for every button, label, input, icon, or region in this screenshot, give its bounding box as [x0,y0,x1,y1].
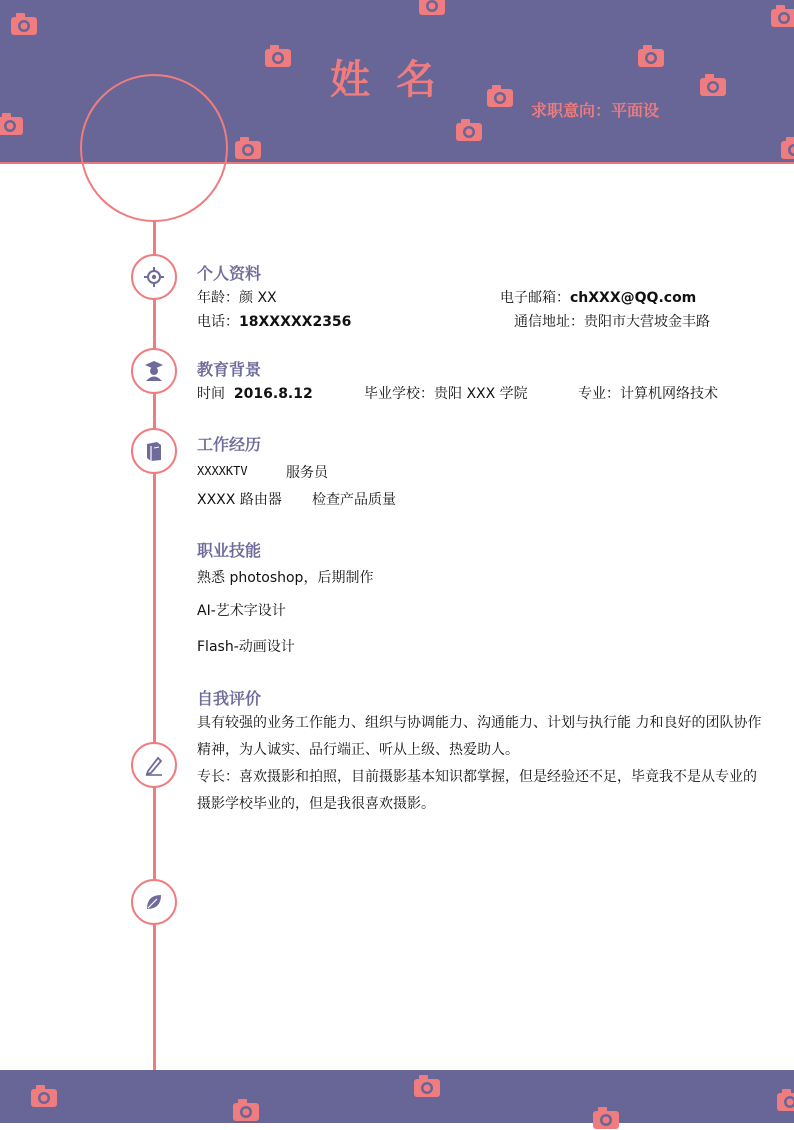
node-work [131,428,177,474]
section-title-education: 教育背景 [197,357,261,380]
camera-icon [699,73,727,97]
section-title-personal: 个人资料 [197,261,261,284]
section-title-skills: 职业技能 [197,538,261,561]
camera-icon [10,12,38,36]
edu-time-value: 2016.8.12 [234,386,313,402]
camera-icon [780,136,794,160]
camera-icon [637,44,665,68]
edu-time-row [197,383,313,403]
camera-icon [413,1074,441,1098]
node-personal [131,254,177,300]
age-text: 年龄：颜 XX [197,287,277,307]
work-company: XXXX 路由器 [197,489,282,509]
skill-item: Flash-动画设计 [197,636,295,656]
specialty-paragraph: 专长：喜欢摄影和拍照，目前摄影基本知识都掌握，但是经验还不足，毕竟我不是从专业的摄影学校毕业的，但是我很喜欢摄影。 [197,764,767,818]
camera-icon [455,118,483,142]
pen-icon [143,754,165,776]
self-eval-paragraph: 具有较强的业务工作能力、组织与协调能力、沟通能力、计划与执行能 力和良好的团队协作精神，为人诚实、品行端正、听从上级、热爱助人。 [197,710,767,764]
camera-icon [770,4,794,28]
section-title-self-eval: 自我评价 [197,686,261,709]
edu-major: 专业：计算机网络技术 [578,383,718,403]
phone-value: 18XXXXX2356 [239,314,351,330]
camera-icon [232,1098,260,1122]
camera-icon [234,136,262,160]
camera-icon [264,44,292,68]
footer-banner [0,1070,794,1123]
email-label: 电子邮箱： [500,290,570,306]
email-value: chXXX@QQ.com [570,290,696,306]
edu-school: 毕业学校：贵阳 XXX 学院 [364,383,528,403]
camera-icon [592,1106,620,1130]
photo-placeholder [80,74,228,222]
work-company: XXXXKTV [197,464,248,478]
target-icon [143,266,165,288]
camera-icon [776,1088,794,1112]
edu-time-label: 时间 [197,386,225,402]
skill-item: 熟悉 photoshop，后期制作 [197,567,373,587]
camera-icon [30,1084,58,1108]
phone-label: 电话： [197,314,239,330]
work-role: 检查产品质量 [312,489,396,509]
section-title-work: 工作经历 [197,432,261,455]
phone-row [197,311,351,331]
work-role: 服务员 [286,462,328,482]
email-row [500,287,696,307]
skill-item: AI-艺术字设计 [197,600,286,620]
camera-icon [418,0,446,16]
node-education [131,348,177,394]
camera-icon [486,84,514,108]
graduate-icon [143,360,165,382]
job-intention: 求职意向：平面设 [531,98,659,121]
camera-icon [0,112,24,136]
leaf-icon [143,891,165,913]
book-icon [143,440,165,462]
node-eval [131,742,177,788]
candidate-name: 姓名 [330,48,462,105]
node-extra [131,879,177,925]
address-text: 通信地址：贵阳市大营坡金丰路 [514,311,710,331]
